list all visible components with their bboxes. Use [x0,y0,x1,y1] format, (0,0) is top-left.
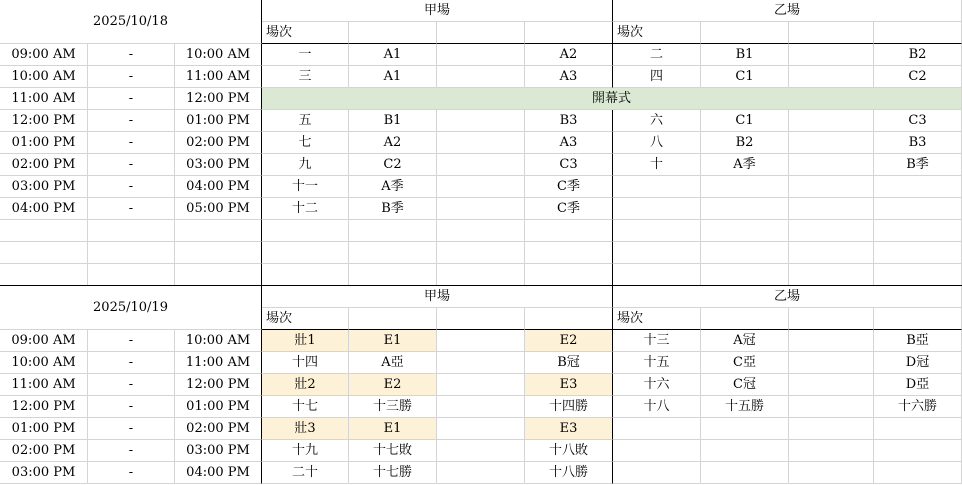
venue-a-round-cell[interactable]: 二十 [262,462,349,484]
empty-cell[interactable] [525,220,613,242]
venue-b-team2-cell[interactable]: C2 [874,66,962,88]
venue-b-team2-cell[interactable] [874,440,962,462]
venue-b-blank-cell[interactable] [789,396,874,418]
venue-b-team1-cell[interactable] [701,418,789,440]
start-time-cell[interactable]: 10:00 AM [0,66,88,88]
header-blank-cell [701,308,789,330]
venue-b-team1-cell[interactable]: B2 [701,132,789,154]
venue-a-round-cell[interactable]: 壯1 [262,330,349,352]
venue-b-blank-cell[interactable] [789,440,874,462]
venue-a-team2-cell[interactable]: E2 [525,330,613,352]
empty-cell[interactable] [525,264,613,286]
venue-a-round-cell[interactable]: 十一 [262,176,349,198]
venue-header-b: 乙場 [613,286,962,308]
empty-cell[interactable] [349,220,437,242]
venue-b-team1-cell[interactable] [701,198,789,220]
venue-b-round-cell[interactable] [613,198,701,220]
empty-cell[interactable] [262,264,349,286]
venue-a-blank-cell[interactable] [437,66,525,88]
start-time-cell[interactable]: 01:00 PM [0,132,88,154]
end-time-cell[interactable]: 12:00 PM [175,88,262,110]
empty-cell[interactable] [437,220,525,242]
venue-a-blank-cell[interactable] [437,374,525,396]
start-time-cell[interactable]: 03:00 PM [0,462,88,484]
empty-cell[interactable] [874,264,962,286]
venue-b-round-cell[interactable]: 四 [613,66,701,88]
venue-a-round-cell[interactable]: 十二 [262,198,349,220]
start-time-cell[interactable]: 02:00 PM [0,154,88,176]
time-dash-cell: - [88,374,175,396]
venue-b-team1-cell[interactable]: A季 [701,154,789,176]
venue-b-team2-cell[interactable]: 十六勝 [874,396,962,418]
venue-a-team1-cell[interactable]: A亞 [349,352,437,374]
round-header-a: 場次 [262,308,349,330]
start-time-cell[interactable]: 09:00 AM [0,330,88,352]
venue-a-blank-cell[interactable] [437,198,525,220]
empty-cell[interactable] [0,220,88,242]
venue-a-blank-cell[interactable] [437,352,525,374]
venue-b-team2-cell[interactable]: B3 [874,132,962,154]
venue-b-blank-cell[interactable] [789,418,874,440]
header-blank-cell [525,308,613,330]
venue-a-team2-cell[interactable]: B冠 [525,352,613,374]
venue-a-round-cell[interactable]: 壯2 [262,374,349,396]
venue-b-round-cell[interactable]: 十三 [613,330,701,352]
empty-cell[interactable] [789,242,874,264]
empty-cell[interactable] [175,264,262,286]
empty-cell[interactable] [175,242,262,264]
end-time-cell[interactable]: 02:00 PM [175,418,262,440]
empty-cell[interactable] [874,242,962,264]
venue-a-team2-cell[interactable]: C季 [525,176,613,198]
venue-a-team2-cell[interactable]: E3 [525,374,613,396]
start-time-cell[interactable]: 09:00 AM [0,44,88,66]
empty-cell[interactable] [701,264,789,286]
venue-a-team2-cell[interactable]: C季 [525,198,613,220]
venue-a-blank-cell[interactable] [437,154,525,176]
venue-a-round-cell[interactable]: 五 [262,110,349,132]
venue-a-team1-cell[interactable]: A1 [349,66,437,88]
date-header: 2025/10/18 [0,0,262,44]
venue-b-blank-cell[interactable] [789,330,874,352]
venue-a-round-cell[interactable]: 三 [262,66,349,88]
venue-b-round-cell[interactable]: 二 [613,44,701,66]
round-header-b: 場次 [613,22,701,44]
venue-b-round-cell[interactable]: 六 [613,110,701,132]
venue-a-team2-cell[interactable]: C3 [525,154,613,176]
start-time-cell[interactable]: 01:00 PM [0,418,88,440]
venue-b-team2-cell[interactable]: B2 [874,44,962,66]
venue-header-b: 乙場 [613,0,962,22]
end-time-cell[interactable]: 11:00 AM [175,66,262,88]
venue-b-blank-cell[interactable] [789,110,874,132]
venue-b-team2-cell[interactable]: B季 [874,154,962,176]
empty-cell[interactable] [262,242,349,264]
venue-b-round-cell[interactable]: 八 [613,132,701,154]
end-time-cell[interactable]: 04:00 PM [175,462,262,484]
end-time-cell[interactable]: 12:00 PM [175,374,262,396]
end-time-cell[interactable]: 11:00 AM [175,352,262,374]
venue-a-team1-cell[interactable]: B1 [349,110,437,132]
end-time-cell[interactable]: 03:00 PM [175,154,262,176]
header-blank-cell [525,22,613,44]
end-time-cell[interactable]: 02:00 PM [175,132,262,154]
date-header: 2025/10/19 [0,286,262,330]
empty-cell[interactable] [525,242,613,264]
venue-b-team1-cell[interactable] [701,462,789,484]
time-dash-cell: - [88,66,175,88]
start-time-cell[interactable]: 12:00 PM [0,396,88,418]
venue-a-round-cell[interactable]: 九 [262,154,349,176]
venue-b-team2-cell[interactable]: D亞 [874,374,962,396]
venue-a-team2-cell[interactable]: 十八勝 [525,462,613,484]
header-blank-cell [789,308,874,330]
venue-a-round-cell[interactable]: 十九 [262,440,349,462]
venue-a-round-cell[interactable]: 一 [262,44,349,66]
time-dash-cell: - [88,418,175,440]
round-header-a: 場次 [262,22,349,44]
venue-b-team1-cell[interactable]: C1 [701,110,789,132]
empty-cell[interactable] [701,220,789,242]
venue-b-team1-cell[interactable]: C冠 [701,374,789,396]
venue-b-round-cell[interactable]: 十 [613,154,701,176]
start-time-cell[interactable]: 12:00 PM [0,110,88,132]
end-time-cell[interactable]: 03:00 PM [175,440,262,462]
venue-a-team2-cell[interactable]: A3 [525,66,613,88]
venue-a-blank-cell[interactable] [437,396,525,418]
venue-a-team1-cell[interactable]: A1 [349,44,437,66]
venue-b-round-cell[interactable] [613,440,701,462]
time-dash-cell: - [88,44,175,66]
venue-a-team1-cell[interactable]: E1 [349,330,437,352]
time-dash-cell: - [88,462,175,484]
empty-cell[interactable] [349,242,437,264]
empty-cell[interactable] [789,264,874,286]
end-time-cell[interactable]: 01:00 PM [175,396,262,418]
venue-a-blank-cell[interactable] [437,110,525,132]
time-dash-cell: - [88,330,175,352]
venue-a-team2-cell[interactable]: 十四勝 [525,396,613,418]
time-dash-cell: - [88,176,175,198]
venue-a-team1-cell[interactable]: 十七勝 [349,462,437,484]
venue-a-round-cell[interactable]: 七 [262,132,349,154]
start-time-cell[interactable]: 02:00 PM [0,440,88,462]
venue-a-team1-cell[interactable]: A季 [349,176,437,198]
venue-b-round-cell[interactable] [613,418,701,440]
header-blank-cell [437,22,525,44]
header-blank-cell [437,308,525,330]
venue-a-team2-cell[interactable]: A2 [525,44,613,66]
end-time-cell[interactable]: 10:00 AM [175,44,262,66]
empty-cell[interactable] [437,264,525,286]
empty-cell[interactable] [262,220,349,242]
venue-a-team2-cell[interactable]: E3 [525,418,613,440]
time-dash-cell: - [88,132,175,154]
venue-a-blank-cell[interactable] [437,330,525,352]
empty-cell[interactable] [0,264,88,286]
empty-cell[interactable] [88,264,175,286]
venue-b-team1-cell[interactable]: B1 [701,44,789,66]
venue-a-blank-cell[interactable] [437,44,525,66]
empty-cell[interactable] [437,242,525,264]
start-time-cell[interactable]: 03:00 PM [0,176,88,198]
empty-cell[interactable] [349,264,437,286]
header-blank-cell [874,22,962,44]
venue-a-blank-cell[interactable] [437,176,525,198]
venue-b-team2-cell[interactable]: B亞 [874,330,962,352]
venue-b-team1-cell[interactable] [701,176,789,198]
opening-ceremony-cell[interactable]: 開幕式 [262,88,962,110]
venue-b-blank-cell[interactable] [789,66,874,88]
venue-a-blank-cell[interactable] [437,440,525,462]
venue-b-team2-cell[interactable]: C3 [874,110,962,132]
venue-b-round-cell[interactable]: 十五 [613,352,701,374]
start-time-cell[interactable]: 04:00 PM [0,198,88,220]
venue-a-round-cell[interactable]: 十七 [262,396,349,418]
venue-b-team1-cell[interactable]: 十五勝 [701,396,789,418]
start-time-cell[interactable]: 11:00 AM [0,374,88,396]
time-dash-cell: - [88,440,175,462]
venue-b-blank-cell[interactable] [789,154,874,176]
time-dash-cell: - [88,396,175,418]
venue-b-blank-cell[interactable] [789,44,874,66]
venue-a-team2-cell[interactable]: A3 [525,132,613,154]
venue-b-team2-cell[interactable] [874,198,962,220]
header-blank-cell [349,22,437,44]
start-time-cell[interactable]: 10:00 AM [0,352,88,374]
venue-a-team1-cell[interactable]: A2 [349,132,437,154]
venue-a-team1-cell[interactable]: B季 [349,198,437,220]
time-dash-cell: - [88,154,175,176]
venue-a-team1-cell[interactable]: C2 [349,154,437,176]
venue-b-round-cell[interactable]: 十六 [613,374,701,396]
venue-a-round-cell[interactable]: 壯3 [262,418,349,440]
venue-a-team1-cell[interactable]: E2 [349,374,437,396]
venue-b-team2-cell[interactable] [874,462,962,484]
empty-cell[interactable] [88,242,175,264]
end-time-cell[interactable]: 10:00 AM [175,330,262,352]
venue-b-blank-cell[interactable] [789,176,874,198]
end-time-cell[interactable]: 04:00 PM [175,176,262,198]
venue-b-blank-cell[interactable] [789,132,874,154]
start-time-cell[interactable]: 11:00 AM [0,88,88,110]
header-blank-cell [701,22,789,44]
venue-b-blank-cell[interactable] [789,374,874,396]
empty-cell[interactable] [88,220,175,242]
venue-b-team1-cell[interactable]: A冠 [701,330,789,352]
time-dash-cell: - [88,352,175,374]
venue-a-blank-cell[interactable] [437,462,525,484]
venue-b-blank-cell[interactable] [789,352,874,374]
venue-a-team1-cell[interactable]: 十七敗 [349,440,437,462]
time-dash-cell: - [88,198,175,220]
venue-b-round-cell[interactable]: 十八 [613,396,701,418]
time-dash-cell: - [88,110,175,132]
venue-a-team2-cell[interactable]: 十八敗 [525,440,613,462]
end-time-cell[interactable]: 05:00 PM [175,198,262,220]
empty-cell[interactable] [701,242,789,264]
venue-b-team2-cell[interactable] [874,176,962,198]
empty-cell[interactable] [613,242,701,264]
venue-b-team1-cell[interactable]: C亞 [701,352,789,374]
venue-b-round-cell[interactable] [613,176,701,198]
round-header-b: 場次 [613,308,701,330]
venue-a-blank-cell[interactable] [437,418,525,440]
venue-a-team1-cell[interactable]: E1 [349,418,437,440]
venue-a-round-cell[interactable]: 十四 [262,352,349,374]
empty-cell[interactable] [789,220,874,242]
venue-a-blank-cell[interactable] [437,132,525,154]
venue-b-team1-cell[interactable] [701,440,789,462]
venue-b-team2-cell[interactable]: D冠 [874,352,962,374]
venue-b-team1-cell[interactable]: C1 [701,66,789,88]
empty-cell[interactable] [613,264,701,286]
end-time-cell[interactable]: 01:00 PM [175,110,262,132]
venue-a-team1-cell[interactable]: 十三勝 [349,396,437,418]
venue-b-round-cell[interactable] [613,462,701,484]
venue-b-team2-cell[interactable] [874,418,962,440]
header-blank-cell [349,308,437,330]
header-blank-cell [874,308,962,330]
venue-a-team2-cell[interactable]: B3 [525,110,613,132]
header-blank-cell [789,22,874,44]
empty-cell[interactable] [613,220,701,242]
time-dash-cell: - [88,88,175,110]
venue-header-a: 甲場 [262,0,613,22]
empty-cell[interactable] [0,242,88,264]
venue-b-blank-cell[interactable] [789,462,874,484]
venue-header-a: 甲場 [262,286,613,308]
venue-b-blank-cell[interactable] [789,198,874,220]
empty-cell[interactable] [175,220,262,242]
empty-cell[interactable] [874,220,962,242]
